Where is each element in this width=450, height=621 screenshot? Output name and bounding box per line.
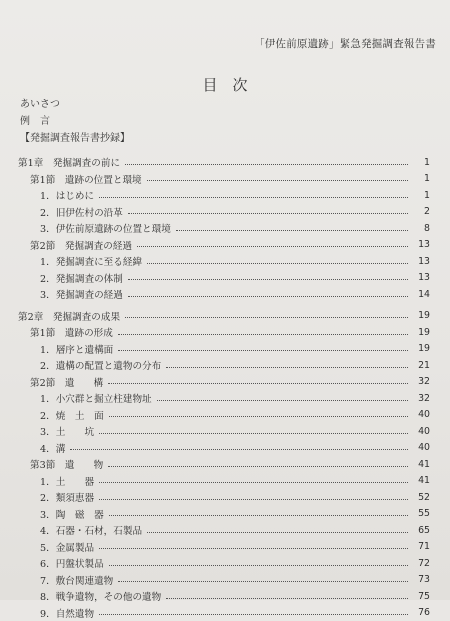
page-title: 目 次 (0, 74, 450, 95)
toc-page-number: 41 (410, 475, 430, 486)
toc-label: 2．旧伊佐村の沿革 (40, 205, 126, 219)
toc-item (18, 390, 430, 407)
toc-item (18, 204, 430, 221)
toc-item (18, 187, 430, 204)
toc-dot-leader (147, 263, 408, 264)
toc-dot-leader (118, 350, 408, 351)
toc-item (18, 506, 430, 523)
toc-page-number: 71 (410, 541, 430, 552)
toc-label: 3．土 坑 (40, 424, 97, 438)
toc-item (18, 286, 430, 303)
toc-section (18, 324, 430, 341)
toc-dot-leader (70, 449, 408, 450)
toc-item (18, 220, 430, 237)
toc-page-number: 13 (410, 256, 430, 267)
toc-label: 第2節 発掘調査の経過 (30, 238, 135, 252)
toc-dot-leader (176, 230, 408, 231)
toc-item (18, 253, 430, 270)
toc-dot-leader (157, 400, 408, 401)
toc-page-number: 73 (410, 574, 430, 585)
toc-dot-leader (147, 180, 408, 181)
toc-item (18, 555, 430, 572)
toc-label: 第1節 遺跡の位置と環境 (30, 172, 145, 186)
toc-page-number: 76 (410, 607, 430, 618)
toc-item (18, 407, 430, 424)
toc-dot-leader (109, 416, 408, 417)
toc-label: 第2章 発掘調査の成果 (18, 309, 123, 323)
toc-item (18, 357, 430, 374)
toc-label: 2．類須恵器 (40, 490, 97, 504)
toc-dot-leader (99, 548, 408, 549)
toc-item (18, 539, 430, 556)
toc-section (18, 374, 430, 391)
toc-dot-leader (147, 532, 408, 533)
toc-page-number: 1 (410, 157, 430, 168)
toc-dot-leader (99, 499, 408, 500)
toc-page-number: 13 (410, 272, 430, 283)
toc-dot-leader (125, 317, 408, 318)
toc-section (18, 237, 430, 254)
toc-item (18, 341, 430, 358)
toc-item (18, 270, 430, 287)
toc-page-number: 2 (410, 206, 430, 217)
toc-page-number: 65 (410, 525, 430, 536)
toc-item (18, 605, 430, 621)
toc-label: 8．戦争遺物，その他の遺物 (40, 589, 164, 603)
toc-page-number: 1 (410, 190, 430, 201)
toc-page-number: 21 (410, 360, 430, 371)
toc-dot-leader (108, 383, 408, 384)
toc-page-number: 72 (410, 558, 430, 569)
toc-label: 5．金属製品 (40, 540, 97, 554)
toc-label: 第2節 遺 構 (30, 375, 106, 389)
toc-dot-leader (125, 164, 408, 165)
toc-item (18, 489, 430, 506)
toc-dot-leader (109, 565, 408, 566)
toc-label: 1．層序と遺構面 (40, 342, 116, 356)
toc-label: 1．小穴群と掘立柱建物址 (40, 391, 155, 405)
toc-label: 3．発掘調査の経過 (40, 287, 126, 301)
toc-dot-leader (118, 581, 408, 582)
toc-page-number: 52 (410, 492, 430, 503)
toc-section (18, 171, 430, 188)
toc-page-number: 1 (410, 173, 430, 184)
toc-page-number: 32 (410, 393, 430, 404)
toc-page-number: 19 (410, 310, 430, 321)
toc-label: 7．敷台関連遺物 (40, 573, 116, 587)
toc-dot-leader (99, 433, 408, 434)
front-matter-greeting: あいさつ (20, 96, 130, 113)
toc-page-number: 19 (410, 343, 430, 354)
toc-page-number: 40 (410, 442, 430, 453)
toc-dot-leader (128, 213, 408, 214)
toc-dot-leader (166, 367, 408, 368)
front-matter-notes: 例 言 (20, 113, 130, 130)
toc-page-number: 19 (410, 327, 430, 338)
toc-item (18, 522, 430, 539)
toc-page-number: 40 (410, 409, 430, 420)
toc-label: 1．発掘調査に至る経緯 (40, 254, 145, 268)
toc-section (18, 456, 430, 473)
toc-item (18, 588, 430, 605)
toc-dot-leader (128, 296, 408, 297)
toc-dot-leader (99, 482, 408, 483)
toc-dot-leader (108, 466, 408, 467)
toc-page-number: 32 (410, 376, 430, 387)
toc-dot-leader (137, 246, 408, 247)
toc-dot-leader (118, 334, 408, 335)
toc-label: 第3節 遺 物 (30, 457, 106, 471)
toc-label: 2．焼 土 面 (40, 408, 107, 422)
toc-dot-leader (99, 197, 408, 198)
toc-label: 1．土 器 (40, 474, 97, 488)
toc-label: 3．陶 磁 器 (40, 507, 107, 521)
front-matter-abstract: 【発掘調査報告書抄録】 (20, 130, 130, 147)
toc-label: 2．発掘調査の体制 (40, 271, 126, 285)
toc-dot-leader (128, 279, 408, 280)
running-header: 「伊佐前原遺跡」緊急発掘調査報告書 (254, 36, 436, 51)
toc-dot-leader (166, 598, 408, 599)
toc-page-number: 55 (410, 508, 430, 519)
toc-item (18, 440, 430, 457)
toc-chapter (18, 154, 430, 171)
toc-label: 2．遺構の配置と遺物の分布 (40, 358, 164, 372)
toc-label: 9．自然遺物 (40, 606, 97, 620)
toc-label: 6．円盤状製品 (40, 556, 107, 570)
toc-item (18, 423, 430, 440)
toc-page-number: 75 (410, 591, 430, 602)
toc-chapter (18, 308, 430, 325)
toc-label: 3．伊佐前原遺跡の位置と環境 (40, 221, 174, 235)
toc-item (18, 473, 430, 490)
toc-item (18, 572, 430, 589)
table-of-contents (18, 154, 430, 621)
toc-page-number: 14 (410, 289, 430, 300)
toc-dot-leader (99, 614, 408, 615)
toc-label: 第1章 発掘調査の前に (18, 155, 123, 169)
front-matter-list (20, 96, 130, 147)
toc-label: 4．石器・石材，石製品 (40, 523, 145, 537)
toc-label: 第1節 遺跡の形成 (30, 325, 116, 339)
toc-page-number: 40 (410, 426, 430, 437)
toc-page-number: 13 (410, 239, 430, 250)
toc-label: 1．はじめに (40, 188, 97, 202)
toc-dot-leader (109, 515, 408, 516)
toc-label: 4．溝 (40, 441, 68, 455)
toc-page-number: 41 (410, 459, 430, 470)
toc-page-number: 8 (410, 223, 430, 234)
